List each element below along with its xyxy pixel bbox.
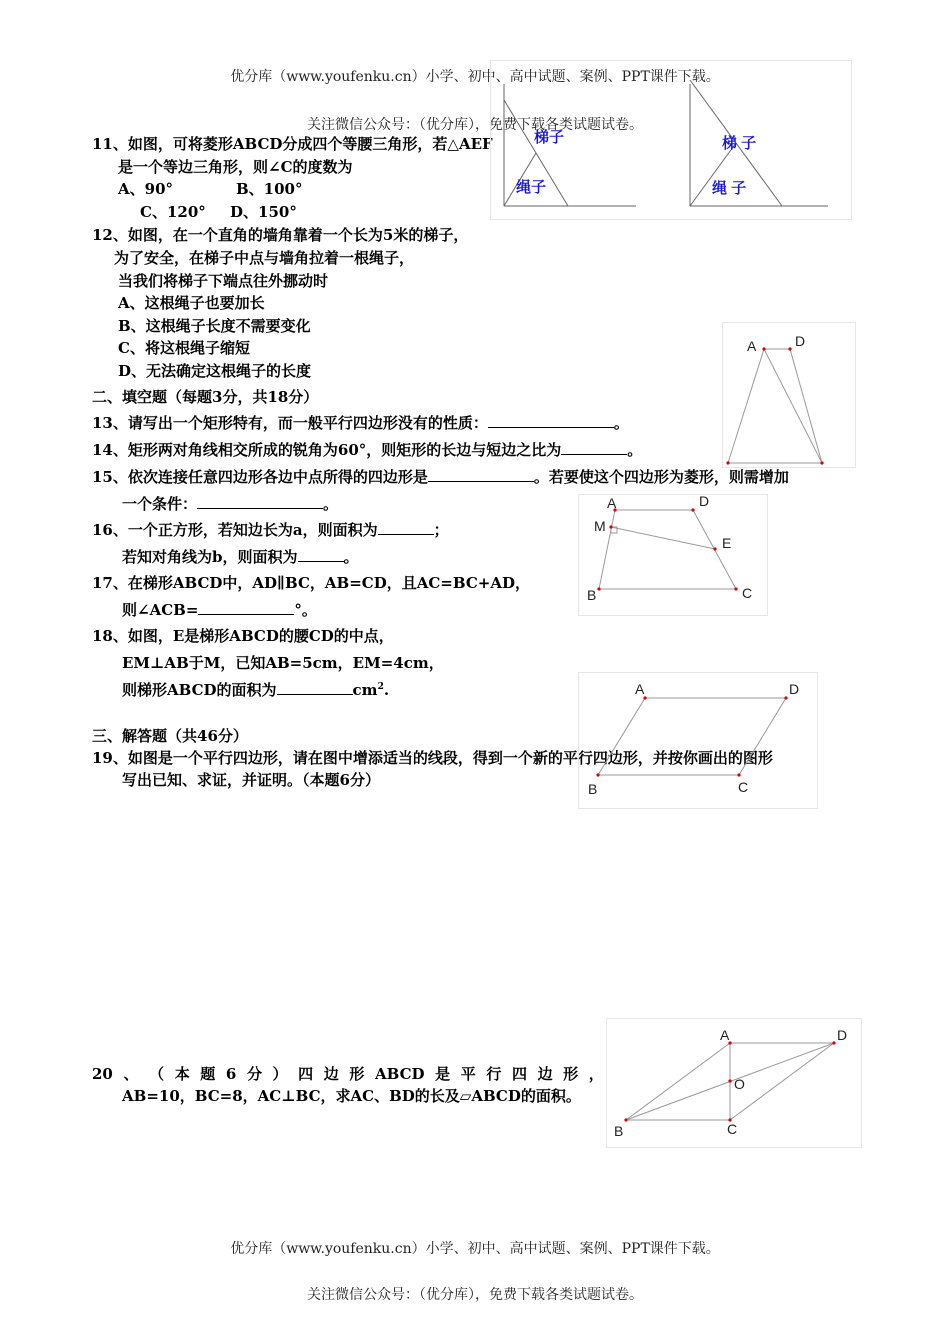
point-m bbox=[609, 525, 612, 528]
point-d-2 bbox=[691, 508, 694, 511]
q18-line-2: EM⊥AB于M，已知AB=5cm，EM=4cm， bbox=[122, 654, 444, 672]
q20-word: 四 bbox=[511, 1065, 527, 1083]
ladder-figure bbox=[490, 60, 852, 220]
q16-end-2: 。 bbox=[343, 548, 359, 566]
q20-word: 分 bbox=[246, 1065, 262, 1083]
q14-blank[interactable] bbox=[561, 440, 627, 455]
parallelogram-figure-1-frame bbox=[579, 673, 818, 809]
q14-end: 。 bbox=[627, 441, 643, 459]
parallelogram-figure-1 bbox=[578, 672, 818, 809]
label-b-3: B bbox=[588, 781, 598, 797]
q20-word: 形 bbox=[563, 1065, 579, 1083]
q20-word: 平 bbox=[460, 1065, 476, 1083]
header-line-2: 关注微信公众号：（优分库），免费下载各类试题试卷。 bbox=[307, 117, 643, 133]
q11-option-a: A、90° bbox=[118, 180, 174, 198]
q17-blank[interactable] bbox=[198, 600, 294, 615]
q18-unit-exponent: 2 bbox=[377, 682, 384, 692]
q11-line-1: 11、如图，可将菱形ABCD分成四个等腰三角形，若△AEF bbox=[92, 135, 493, 153]
label-a: A bbox=[747, 338, 757, 354]
label-d: D bbox=[795, 333, 806, 349]
q17-line-2 bbox=[122, 600, 317, 620]
q13-line bbox=[92, 413, 629, 433]
q20-word: ， bbox=[588, 1065, 604, 1083]
q11-option-b: B、100° bbox=[236, 180, 303, 198]
section-2-heading: 二、填空题（每题3分，共18分） bbox=[92, 388, 319, 406]
q20-word: 6 bbox=[225, 1065, 237, 1083]
rope-label-left: 绳子 bbox=[516, 179, 547, 196]
rope-label-right: 绳 子 bbox=[712, 180, 747, 197]
q20-word: 题 bbox=[200, 1065, 216, 1083]
q17-line-1: 17、在梯形ABCD中，AD∥BC，AB=CD，且AC=BC+AD， bbox=[92, 574, 530, 592]
trapezoid-figure-2-frame bbox=[579, 495, 768, 616]
label-c-3: C bbox=[738, 779, 749, 795]
point-d-4 bbox=[832, 1041, 835, 1044]
trapezoid-figure-1 bbox=[722, 322, 856, 468]
q16-end-1: ； bbox=[433, 521, 449, 539]
ladder-label-right: 梯 子 bbox=[722, 135, 757, 152]
q15-blank-2[interactable] bbox=[197, 494, 323, 509]
point-d bbox=[788, 347, 791, 350]
label-a-2: A bbox=[607, 495, 617, 511]
ladder-label-left: 梯子 bbox=[534, 129, 565, 146]
label-d-3: D bbox=[789, 681, 800, 697]
q19-line-2: 写出已知、求证，并证明。（本题6分） bbox=[122, 771, 380, 789]
q11-option-c: C、120° bbox=[140, 203, 206, 221]
footer-line-1: 优分库（www.youfenku.cn）小学、初中、高中试题、案例、PPT课件下载。 bbox=[230, 1241, 720, 1257]
trapezoid-figure-1-frame bbox=[723, 323, 856, 468]
q12-option-d: D、无法确定这根绳子的长度 bbox=[118, 362, 312, 380]
q20-word: 边 bbox=[537, 1065, 553, 1083]
footer-line-2: 关注微信公众号：（优分库），免费下载各类试题试卷。 bbox=[307, 1287, 643, 1303]
point-o bbox=[728, 1079, 731, 1082]
q20-word: ABCD bbox=[374, 1065, 425, 1083]
trapezoid-figure-2 bbox=[578, 494, 768, 616]
q17-text-2: 则∠ACB= bbox=[122, 601, 199, 619]
q12-option-c: C、将这根绳子缩短 bbox=[118, 339, 250, 357]
q16-blank-1[interactable] bbox=[378, 520, 434, 535]
trapezoid-abcd bbox=[728, 349, 822, 463]
q15-mid: 。若要使这个四边形为菱形，则需增加 bbox=[533, 468, 789, 486]
q12-option-a: A、这根绳子也要加长 bbox=[118, 294, 265, 312]
q20-word: 20 bbox=[92, 1065, 113, 1083]
label-e: E bbox=[722, 535, 732, 551]
point-c bbox=[820, 461, 823, 464]
point-b-3 bbox=[596, 773, 599, 776]
q16-line-1 bbox=[92, 520, 449, 540]
q13-end: 。 bbox=[613, 414, 629, 432]
label-b-2: B bbox=[587, 587, 597, 603]
q18-blank[interactable] bbox=[277, 680, 353, 695]
point-e bbox=[713, 547, 716, 550]
q12-line-1: 12、如图，在一个直角的墙角靠着一个长为5米的梯子， bbox=[92, 226, 469, 244]
label-a-4: A bbox=[720, 1027, 730, 1043]
q13-blank[interactable] bbox=[488, 413, 614, 428]
q20-word: （ bbox=[149, 1065, 165, 1083]
point-c-3 bbox=[737, 773, 740, 776]
q14-text: 14、矩形两对角线相交所成的锐角为60°，则矩形的长边与短边之比为 bbox=[92, 441, 562, 459]
q16-line-2 bbox=[122, 547, 359, 567]
label-c-4: C bbox=[727, 1121, 738, 1137]
segment-em bbox=[611, 527, 715, 549]
q12-option-b: B、这根绳子长度不需要变化 bbox=[118, 317, 311, 335]
q20-word: 边 bbox=[323, 1065, 339, 1083]
label-a-3: A bbox=[635, 681, 645, 697]
q18-line-1: 18、如图，E是梯形ABCD的腰CD的中点， bbox=[92, 627, 394, 645]
q15-text: 15、依次连接任意四边形各边中点所得的四边形是 bbox=[92, 468, 428, 486]
q20-line-1 bbox=[92, 1064, 604, 1084]
point-b bbox=[726, 461, 729, 464]
q20-word: 本 bbox=[174, 1065, 190, 1083]
q15-line-2 bbox=[122, 494, 338, 514]
q18-end: . bbox=[383, 681, 390, 699]
q18-line-3 bbox=[122, 680, 389, 700]
q15-cond-text: 一个条件： bbox=[122, 495, 198, 513]
label-o: O bbox=[734, 1076, 745, 1092]
label-d-2: D bbox=[699, 494, 710, 509]
q20-word: 、 bbox=[123, 1065, 139, 1083]
q18-unit: cm bbox=[352, 681, 378, 699]
q15-end: 。 bbox=[323, 495, 339, 513]
point-b-4 bbox=[624, 1118, 627, 1121]
q16-blank-2[interactable] bbox=[298, 547, 344, 562]
label-c-2: C bbox=[742, 585, 753, 601]
q20-word: ） bbox=[272, 1065, 288, 1083]
q20-word: 是 bbox=[435, 1065, 451, 1083]
q19-line-1: 19、如图是一个平行四边形，请在图中增添适当的线段，得到一个新的平行四边形，并按你画出的图形 bbox=[92, 749, 773, 767]
q17-end: °。 bbox=[294, 601, 317, 619]
parallelogram-figure-2 bbox=[606, 1018, 862, 1148]
q20-word: 四 bbox=[298, 1065, 314, 1083]
label-d-4: D bbox=[837, 1027, 848, 1043]
label-b-4: B bbox=[614, 1123, 624, 1139]
q13-text: 13、请写出一个矩形特有，而一般平行四边形没有的性质： bbox=[92, 414, 488, 432]
q18-text-3: 则梯形ABCD的面积为 bbox=[122, 681, 277, 699]
q11-line-2: 是一个等边三角形，则∠C的度数为 bbox=[118, 158, 353, 176]
q20-word: 行 bbox=[486, 1065, 502, 1083]
q12-line-2: 为了安全，在梯子中点与墙角拉着一根绳子， bbox=[114, 249, 415, 267]
section-3-heading: 三、解答题（共46分） bbox=[92, 727, 248, 745]
point-d-3 bbox=[784, 696, 787, 699]
point-b-2 bbox=[597, 587, 600, 590]
point-a bbox=[762, 347, 765, 350]
q15-blank-1[interactable] bbox=[428, 467, 534, 482]
header-line-1: 优分库（www.youfenku.cn）小学、初中、高中试题、案例、PPT课件下载。 bbox=[230, 69, 720, 85]
label-m: M bbox=[594, 518, 606, 534]
point-c-2 bbox=[734, 587, 737, 590]
q14-line bbox=[92, 440, 642, 460]
q11-option-d: D、150° bbox=[230, 203, 297, 221]
q12-line-3: 当我们将梯子下端点往外挪动时 bbox=[118, 272, 329, 290]
q16-text-2: 若知对角线为b，则面积为 bbox=[122, 548, 298, 566]
q16-text-1: 16、一个正方形，若知边长为a，则面积为 bbox=[92, 521, 378, 539]
q15-line-1 bbox=[92, 467, 789, 487]
q20-line-2: AB=10，BC=8，AC⊥BC，求AC、BD的长及▱ABCD的面积。 bbox=[122, 1087, 581, 1105]
diagonal-ac bbox=[764, 349, 822, 463]
parallelogram-abcd bbox=[598, 698, 786, 775]
q20-word: 形 bbox=[349, 1065, 365, 1083]
